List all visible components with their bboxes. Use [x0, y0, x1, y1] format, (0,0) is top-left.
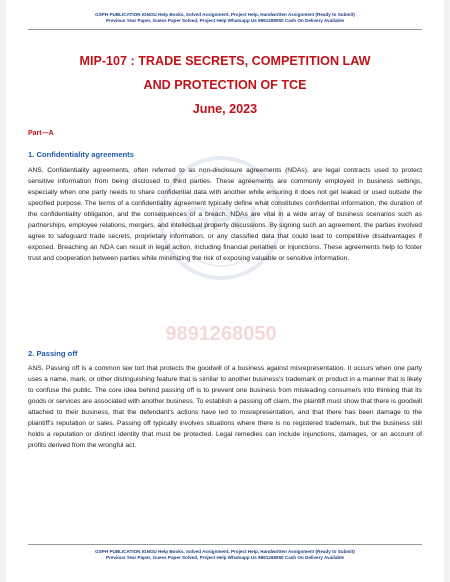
page-header [26, 12, 424, 25]
section-heading: 2. Passing off [28, 349, 78, 358]
part-label: Part—A [28, 130, 54, 137]
footer-divider [28, 544, 422, 545]
header-line-1: GSPH PUBLICATION IGNOU Help Books, Solved Assignment, Project Help, Handwritten Assignment (Ready to Submit) [95, 12, 355, 17]
section-body: ANS. Confidentiality agreements, often referred to as non-disclosure agreements (NDAs), are legal contracts used to protect sensitive information from being disclosed to third parties. These agreements are commonly employed in business settings, especially when one party needs to share confidential data with another while ensuring it does not get leaked or used outside the specified purpose. The terms of a confidentiality agreement typically define what constitutes confidential information, the duration of the confidentiality obligation, and the consequences of a breach. NDAs are vital in a wide array of business scenarios such as partnerships, employee relations, mergers, and intellectual property discussions. By signing such an agreement, the parties involved agree to safeguard trade secrets, proprietary information, or any classified data that could lead to competitive disadvantages if exposed. Breaching an NDA can result in legal action, including financial penalties or injunctions. These agreements help to foster trust and cooperation between parties while minimizing the risk of exposing valuable or sensitive information. [28, 167, 422, 263]
watermark-phone: 9891268050 [165, 323, 277, 345]
section-body: ANS. Passing off is a common law tort that protects the goodwill of a business against misrepresentation. It occurs when one party uses a name, mark, or other distinguishing feature that is similar to another business's trademark or product in a manner that is likely to confuse the public. The core idea behind passing off is to prevent one business from misleading consumers into thinking that its goods or services are associated with another business. To establish a passing off claim, the plaintiff must show that there is goodwill attached to their business, that the defendant's actions have led to misrepresentation, and that there has been damage to the plaintiff's reputation or sales. Passing off typically involves situations where there is no registered trademark, but the business still holds a reputation or distinct identity that must be protected. Legal remedies can include injunctions, damages, or an account of profits derived from the wrongful act. [28, 365, 422, 450]
document-title-line-1: MIP-107 : TRADE SECRETS, COMPETITION LAW [79, 54, 371, 68]
footer-line-2: Previous Year Paper, Guess Paper Solved, Project Help Whatsapp Us 9891268050 Cash On Delivery Available [105, 555, 345, 561]
section-heading: 1. Confidentiality agreements [28, 150, 134, 159]
page-footer [26, 549, 424, 562]
footer-line-1: GSPH PUBLICATION IGNOU Help Books, Solved Assignment, Project Help, Handwritten Assignment (Ready to Submit) [95, 549, 355, 554]
document-date: June, 2023 [192, 102, 258, 116]
document-title-line-2: AND PROTECTION OF TCE [143, 78, 307, 92]
header-line-2: Previous Year Paper, Guess Paper Solved, Project Help Whatsapp Us 9891268050 Cash On Delivery Available [105, 18, 345, 24]
header-divider [28, 29, 422, 30]
document-page [6, 0, 444, 582]
watermark-text: GPH [184, 200, 258, 238]
